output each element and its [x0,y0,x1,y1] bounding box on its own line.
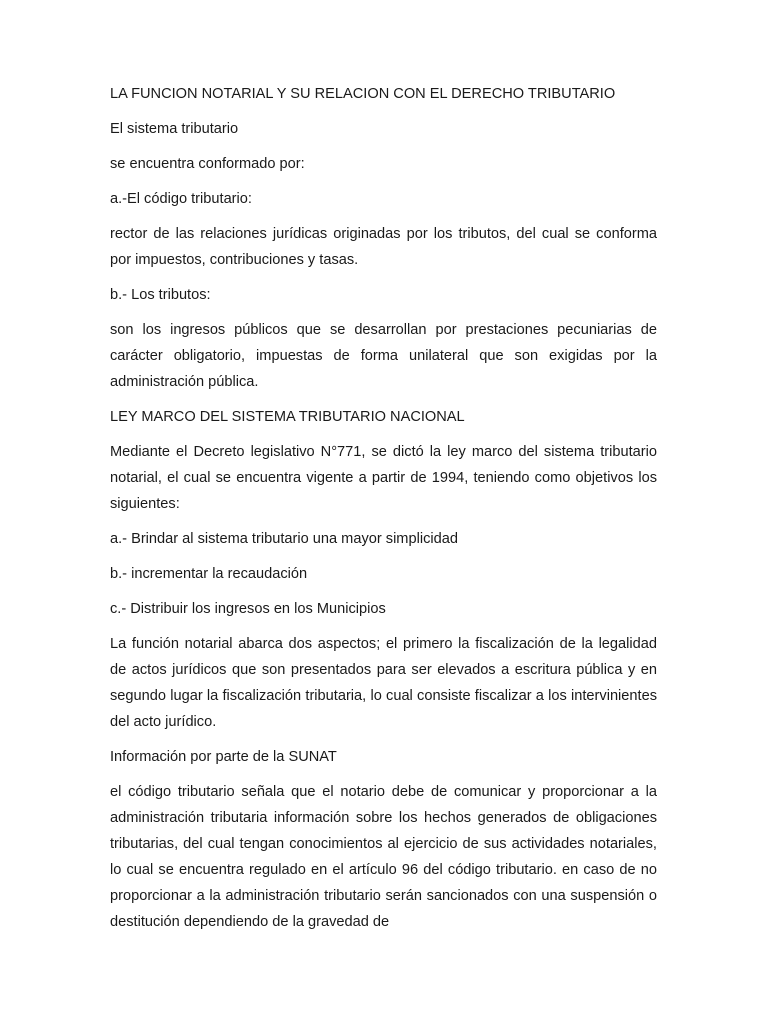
section-heading-ley-marco: LEY MARCO DEL SISTEMA TRIBUTARIO NACIONAL [110,409,465,425]
section-heading-sistema: El sistema tributario [110,121,239,137]
objective-b: b.- incrementar la recaudación [110,566,308,582]
sunat-paragraph: el código tributario señala que el notario debe de comunicar y proporcionar a la administración tributaria información sobre los hechos generados de obligaciones tributarias, del cual tengan conocimientos al ejercicio de sus actividades notariales, lo cual se encuentra regulado en el artículo 96 del código tributario. en caso de no proporcionar a la administración tributario serán sancionados con una suspensión o destitución dependiendo de la gravedad de [110,784,657,930]
item-b-heading: b.- Los tributos: [110,287,211,303]
funcion-notarial-paragraph: La función notarial abarca dos aspectos; el primero la fiscalización de la legalidad de actos jurídicos que son presentados para ser elevados a escritura pública y en segundo lugar la fiscalización tributaria, lo cual consiste fiscalizar a los intervinientes del acto jurídico. [110,636,657,730]
item-a-paragraph: rector de las relaciones jurídicas originadas por los tributos, del cual se conforma por impuestos, contribuciones y tasas. [110,226,657,268]
item-b-paragraph: son los ingresos públicos que se desarrollan por prestaciones pecuniarias de carácter obligatorio, impuestas de forma unilateral que son exigidas por la administración pública. [110,322,657,390]
intro-line: se encuentra conformado por: [110,156,305,172]
ley-marco-paragraph: Mediante el Decreto legislativo N°771, se dictó la ley marco del sistema tributario notarial, el cual se encuentra vigente a partir de 1994, teniendo como objetivos los siguientes: [110,444,657,512]
document-title: LA FUNCION NOTARIAL Y SU RELACION CON EL DERECHO TRIBUTARIO [110,86,616,102]
objective-a: a.- Brindar al sistema tributario una mayor simplicidad [110,531,458,547]
item-a-heading: a.-El código tributario: [110,191,252,207]
objective-c: c.- Distribuir los ingresos en los Municipios [110,601,386,617]
document-body [110,81,657,944]
section-heading-sunat: Información por parte de la SUNAT [110,749,337,765]
